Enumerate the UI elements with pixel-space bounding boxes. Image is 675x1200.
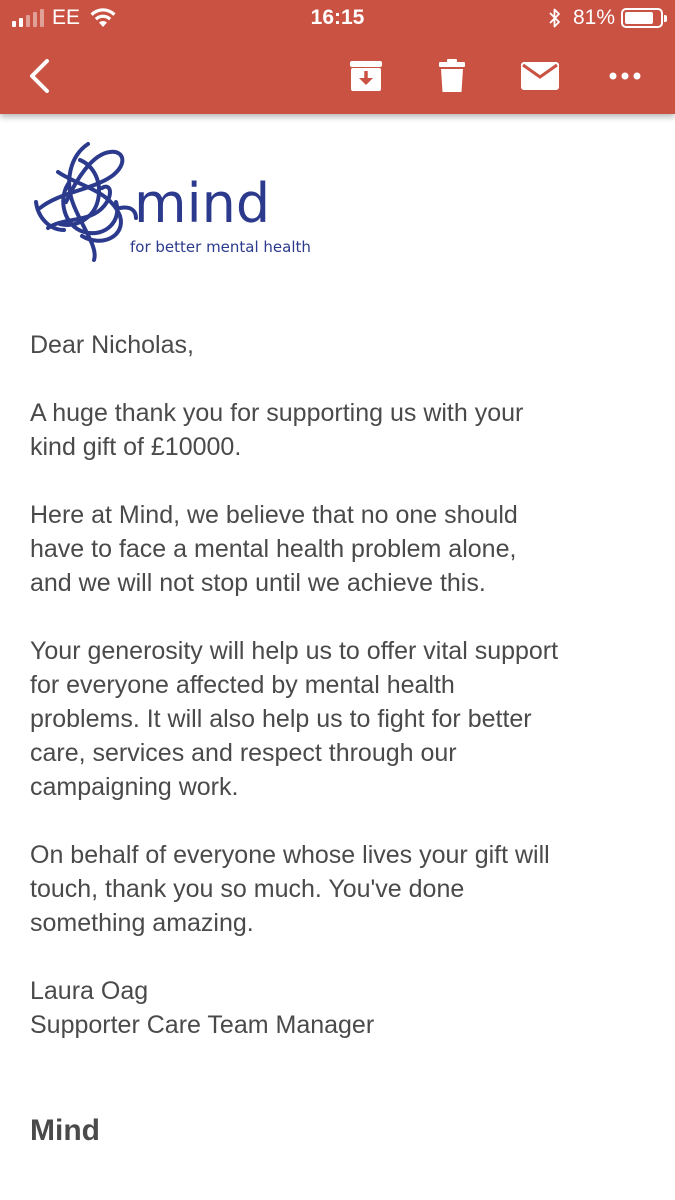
app-header — [0, 0, 675, 114]
more-icon — [609, 72, 641, 80]
greeting: Dear Nicholas, — [30, 331, 194, 359]
bluetooth-icon — [547, 7, 563, 29]
status-time: 16:15 — [310, 6, 365, 29]
mind-wordmark: mind — [134, 172, 271, 235]
footer-org-name: Mind — [30, 1114, 100, 1147]
email-message — [30, 328, 650, 1042]
paragraph-belief: Here at Mind, we believe that no one should have to face a mental health problem alone, and we will not stop until we achieve this. — [30, 501, 518, 597]
delete-button[interactable] — [426, 38, 478, 114]
mail-icon — [520, 61, 560, 91]
archive-icon — [348, 59, 384, 93]
status-bar — [0, 0, 675, 38]
paragraph-impact: Your generosity will help us to offer vital support for everyone affected by mental health problems. It will also help us to fight for better care, services and respect through our campaigning work. — [30, 637, 559, 801]
signer-title: Supporter Care Team Manager — [30, 1011, 375, 1039]
back-button[interactable] — [14, 38, 64, 114]
carrier-name: EE — [52, 6, 81, 29]
more-options-button[interactable] — [598, 38, 652, 114]
mind-logo — [28, 138, 318, 268]
trash-icon — [438, 58, 466, 94]
archive-button[interactable] — [340, 38, 392, 114]
battery-fill — [625, 12, 653, 24]
battery-percent: 81% — [572, 6, 615, 29]
signature — [30, 974, 650, 1042]
back-arrow-icon — [26, 58, 52, 94]
paragraph-closing: On behalf of everyone whose lives your gift will touch, thank you so much. You've done something amazing. — [30, 841, 550, 937]
email-toolbar — [0, 38, 675, 114]
status-right — [547, 6, 663, 30]
battery-icon — [621, 8, 663, 28]
mind-tagline: for better mental health — [130, 238, 311, 256]
signer-name: Laura Oag — [30, 977, 149, 1005]
mark-unread-button[interactable] — [512, 38, 568, 114]
paragraph-thanks: A huge thank you for supporting us with your kind gift of £10000. — [30, 399, 524, 461]
email-body — [0, 114, 675, 1200]
